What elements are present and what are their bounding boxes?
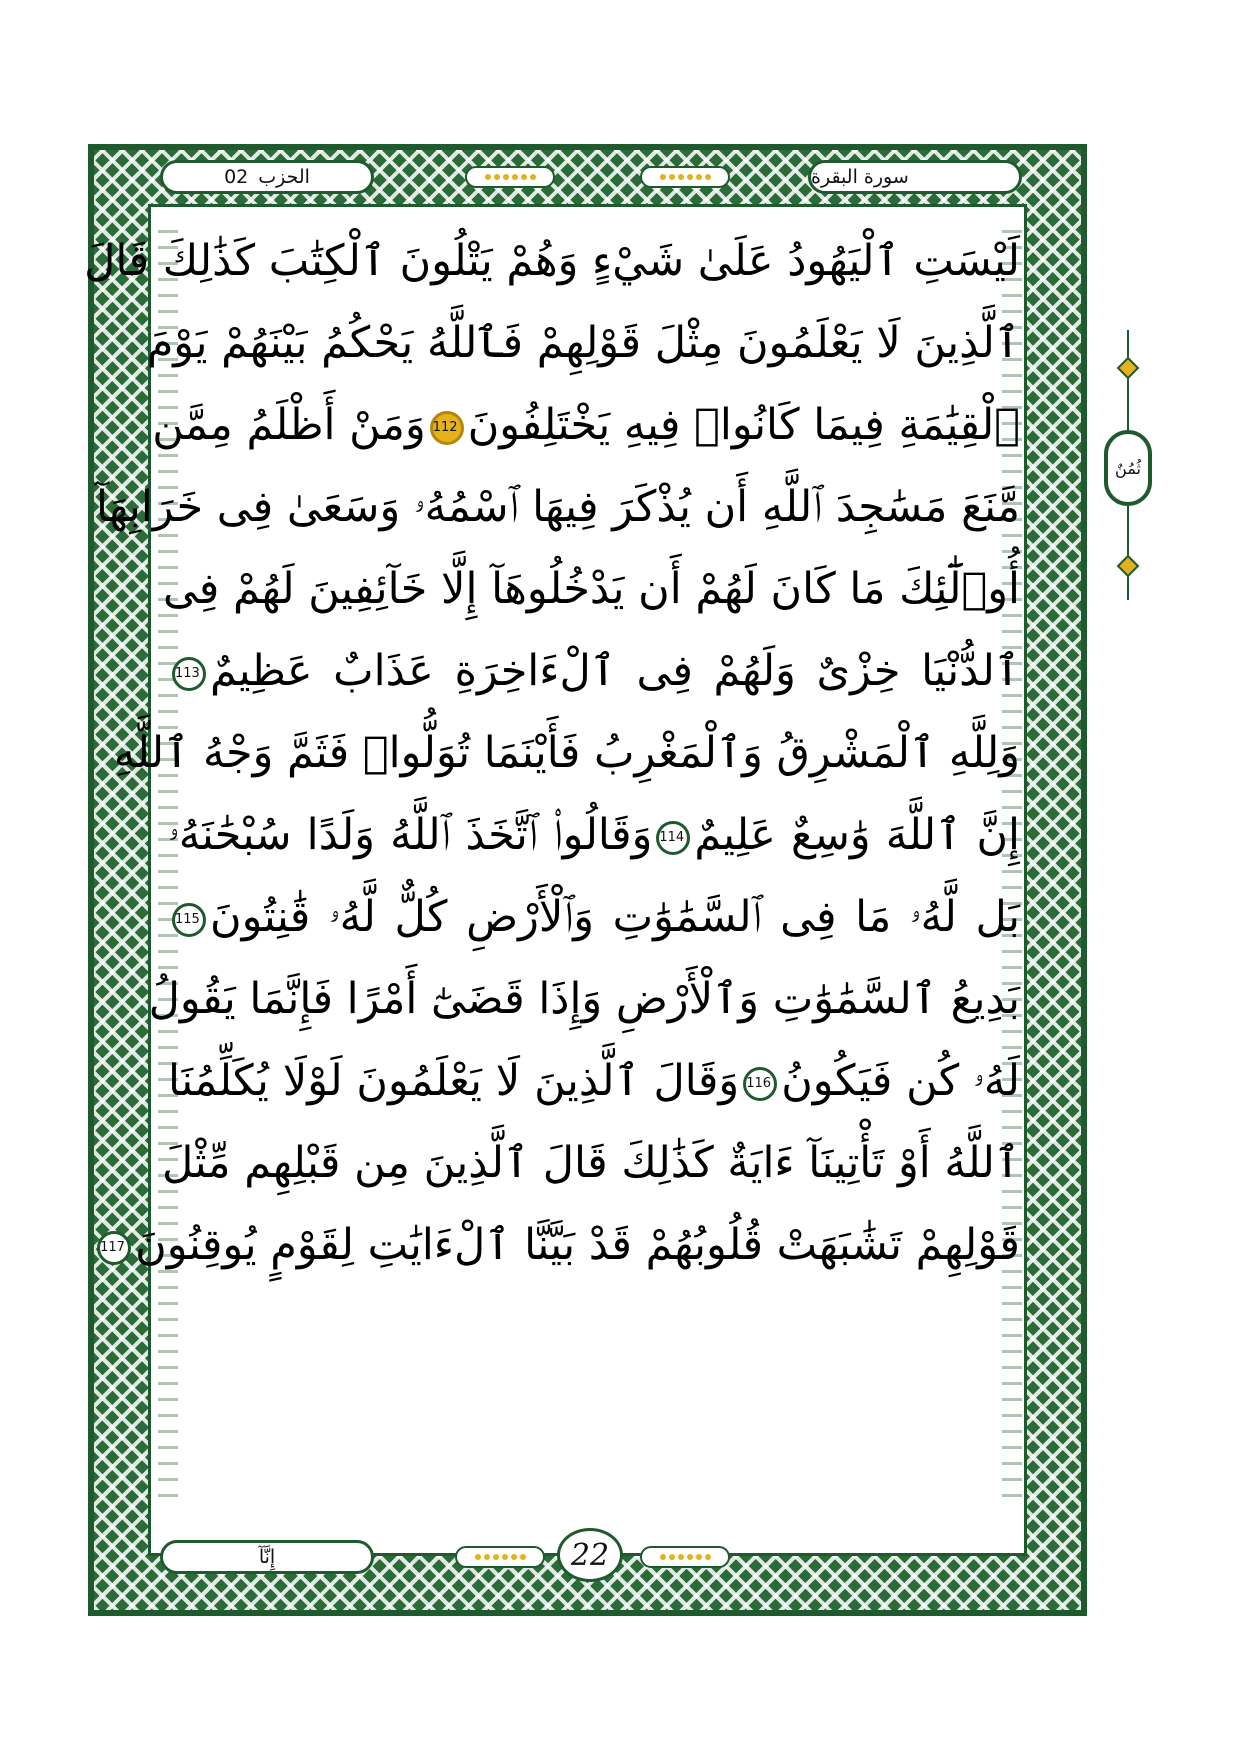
marker-diamond-bottom [1117,555,1140,578]
line-text: وَلِلَّهِ ٱلْمَشْرِقُ وَٱلْمَغْرِبُ فَأَيْنَمَا تُوَلُّوا۟ فَثَمَّ وَجْهُ ٱللَّهِ [113,728,1020,778]
line-text: مَّنَعَ مَسَٰجِدَ ٱللَّهِ أَن يُذْكَرَ فِيهَا ٱسْمُهُۥ وَسَعَىٰ فِى خَرَابِهَآ [95,482,1020,532]
ayah-number-marker: 112 [430,411,464,445]
line-text: أُو۟لَٰٓئِكَ مَا كَانَ لَهُمْ أَن يَدْخُلُوهَآ إِلَّا خَآئِفِينَ لَهُمْ فِى [162,564,1020,614]
text-line [148,964,1020,1034]
ayah-number-marker: 117 [97,1231,131,1265]
text-line [84,226,1020,296]
text-line [95,472,1020,542]
header-ornament-right [640,166,730,188]
line-text: إِنَّ ٱللَّهَ وَٰسِعٌ عَلِيمٌ [694,810,1020,860]
surah-plaque [808,160,1022,194]
text-line [168,1046,1020,1116]
line-text: ٱلدُّنْيَا خِزْىٌ وَلَهُمْ فِى ٱلْءَاخِرَةِ عَذَابٌ عَظِيمٌ [210,646,1020,696]
text-line [162,554,1020,624]
footer-ornament-right [640,1546,730,1568]
text-line [146,308,1020,378]
marker-label: ثُمُنٌ [1115,458,1141,478]
line-text: ٱللَّهُ أَوْ تَأْتِينَآ ءَايَةٌ كَذَٰلِكَ قَالَ ٱلَّذِينَ مِن قَبْلِهِم مِّثْلَ [162,1138,1020,1188]
line-text: قَوْلِهِمْ تَشَٰبَهَتْ قُلُوبُهُمْ قَدْ بَيَّنَّا ٱلْءَايَٰتِ لِقَوْمٍ يُوقِنُونَ [135,1220,1020,1270]
text-line [168,800,1020,870]
text-line [168,882,1020,952]
hizb-number: 02 [224,166,249,188]
ayah-number-marker: 114 [656,821,690,855]
text-line [168,636,1020,706]
line-text: بَدِيعُ ٱلسَّمَٰوَٰتِ وَٱلْأَرْضِ وَإِذَا قَضَىٰٓ أَمْرًا فَإِنَّمَا يَقُولُ [148,974,1020,1024]
line-text: لَيْسَتِ ٱلْيَهُودُ عَلَىٰ شَيْءٍ وَهُمْ يَتْلُونَ ٱلْكِتَٰبَ كَذَٰلِكَ قَالَ [84,236,1020,286]
text-line [113,718,1020,788]
line-text: بَل لَّهُۥ مَا فِى ٱلسَّمَٰوَٰتِ وَٱلْأَرْضِ كُلٌّ لَّهُۥ قَٰنِتُونَ [210,892,1020,942]
line-text: وَقَالُوا۟ ٱتَّخَذَ ٱللَّهُ وَلَدًا سُبْحَٰنَهُۥ [168,810,653,860]
ayah-number-marker: 113 [172,657,206,691]
text-line [100,1210,1020,1280]
line-text: وَقَالَ ٱلَّذِينَ لَا يَعْلَمُونَ لَوْلَا يُكَلِّمُنَا [168,1056,740,1106]
line-text: ٱلَّذِينَ لَا يَعْلَمُونَ مِثْلَ قَوْلِهِمْ فَٱللَّهُ يَحْكُمُ بَيْنَهُمْ يَوْمَ [146,318,1020,368]
marker-diamond-top [1117,357,1140,380]
line-text: لَهُۥ كُن فَيَكُونُ [781,1056,1021,1106]
page-number: 22 [557,1528,623,1582]
text-line [162,1128,1020,1198]
line-text: وَمَنْ أَظْلَمُ مِمَّن [152,400,426,450]
line-text: ٱلْقِيَٰمَةِ فِيمَا كَانُوا۟ فِيهِ يَخْتَلِفُونَ [467,400,1020,450]
catchword: إِنَّآ [258,1546,276,1568]
marker-medallion [1104,430,1152,506]
footer-ornament-left [455,1546,545,1568]
hizb-label: الحزب [258,166,310,188]
catchword-plaque [160,1540,374,1574]
thumun-marker [1108,330,1148,600]
hizb-plaque [160,160,374,194]
text-line [152,390,1020,460]
ayah-number-marker: 116 [743,1067,777,1101]
ayah-number-marker: 115 [172,903,206,937]
header-ornament-left [465,166,555,188]
surah-name: سورة البقرة [811,166,909,188]
